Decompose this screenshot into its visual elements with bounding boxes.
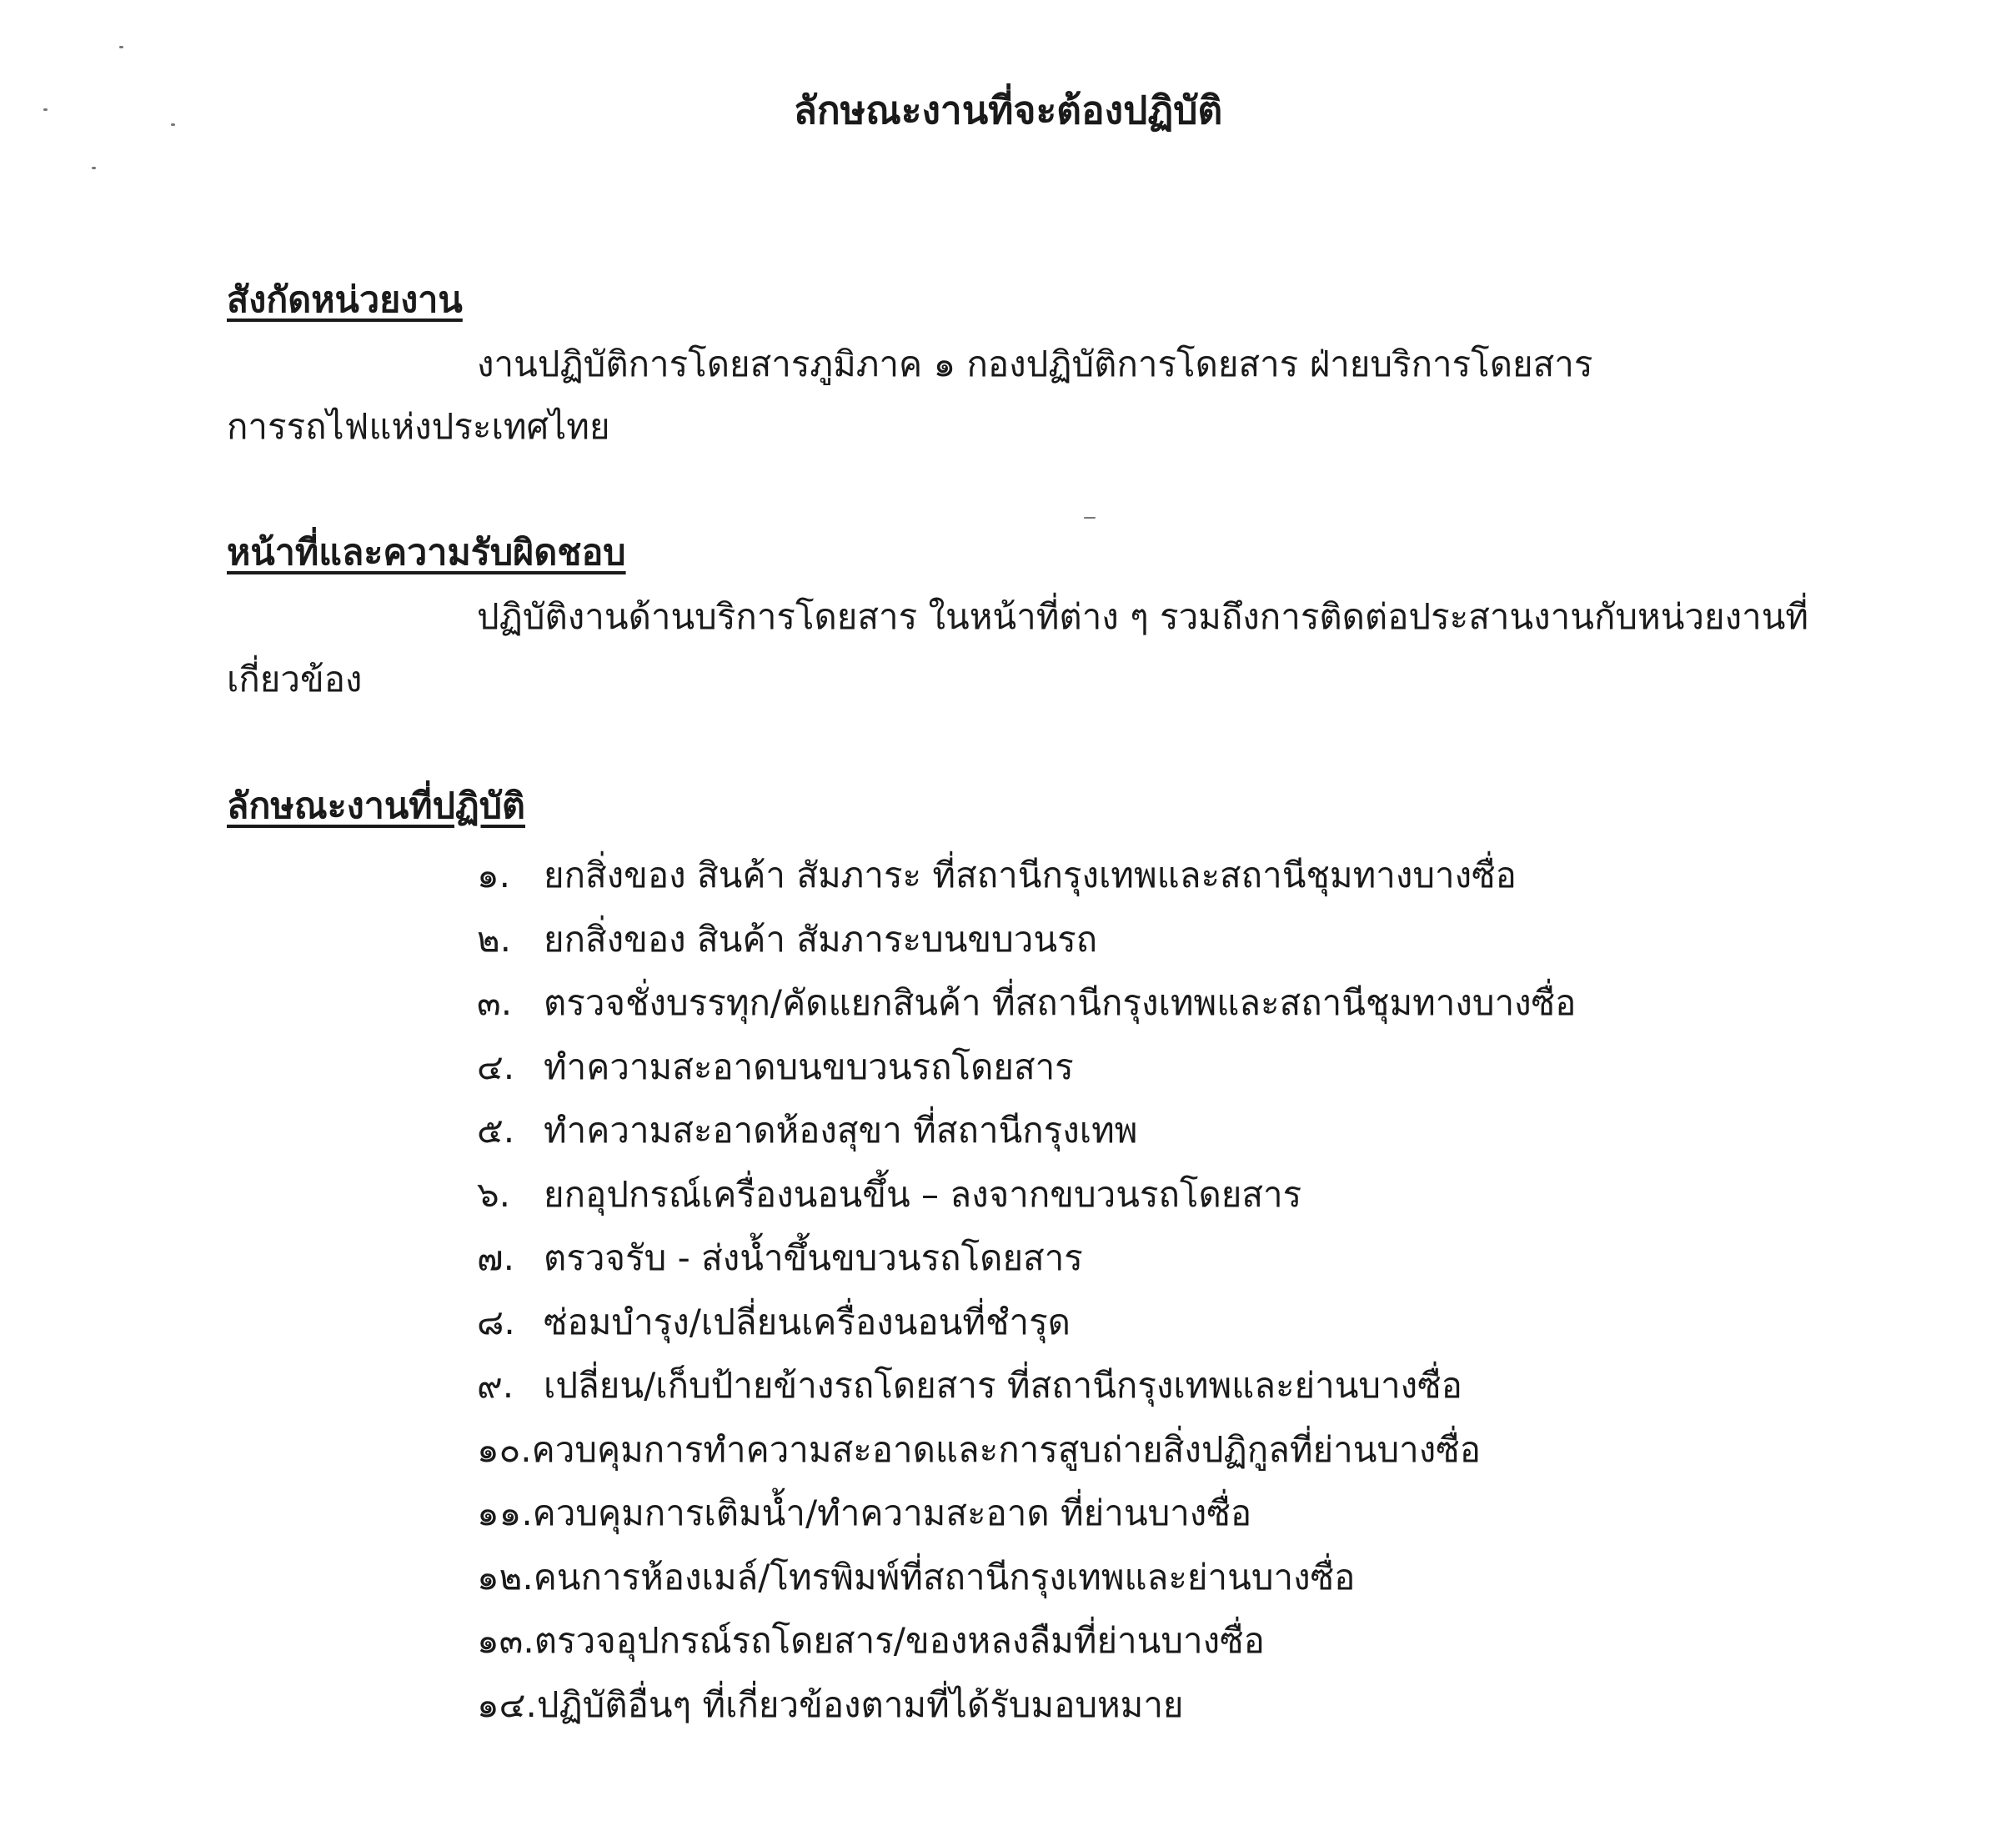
task-number: ๑๓. (477, 1620, 534, 1661)
task-item-1 (477, 844, 1576, 908)
task-text: ยกอุปกรณ์เครื่องนอนขึ้น – ลงจากขบวนรถโดยสาร (544, 1173, 1302, 1215)
task-item-6 (477, 1163, 1576, 1227)
duties-line-2: เกี่ยวข้อง (227, 659, 363, 700)
task-text: ควบคุมการเติมน้ำ/ทำความสะอาด ที่ย่านบางซื่อ (532, 1492, 1252, 1533)
task-number: ๘. (477, 1301, 515, 1342)
task-number: ๑๐. (477, 1428, 532, 1470)
scan-speck (92, 167, 96, 169)
task-number: ๓. (477, 982, 513, 1023)
task-text: ทำความสะอาดห้องสุขา ที่สถานีกรุงเทพ (544, 1110, 1138, 1151)
task-number: ๙. (477, 1365, 514, 1406)
task-text: คนการห้องเมล์/โทรพิมพ์ที่สถานีกรุงเทพและย่านบางซื่อ (533, 1556, 1356, 1598)
task-number: ๑. (477, 855, 511, 895)
task-number: ๖. (477, 1173, 511, 1215)
unit-line-1: งานปฏิบัติการโดยสารภูมิภาค ๑ กองปฏิบัติการโดยสาร ฝ่ายบริการโดยสาร (477, 344, 1593, 384)
task-item-2 (477, 908, 1576, 972)
unit-line-2: การรถไฟแห่งประเทศไทย (227, 406, 610, 447)
task-list (477, 844, 1576, 1737)
task-item-4 (477, 1036, 1576, 1100)
task-item-9 (477, 1354, 1576, 1418)
task-text: ควบคุมการทำความสะอาดและการสูบถ่ายสิ่งปฏิกูลที่ย่านบางซื่อ (531, 1428, 1481, 1470)
section-heading-tasks: ลักษณะงานที่ปฏิบัติ (227, 785, 525, 827)
task-number: ๑๑. (477, 1492, 533, 1533)
task-item-13 (477, 1609, 1576, 1673)
task-item-12 (477, 1546, 1576, 1610)
task-item-11 (477, 1482, 1576, 1546)
task-item-7 (477, 1226, 1576, 1291)
task-text: ยกสิ่งของ สินค้า สัมภาระบนขบวนรถ (544, 918, 1098, 960)
task-number: ๗. (477, 1237, 514, 1278)
document-title: ลักษณะงานที่จะต้องปฏิบัติ (793, 88, 1223, 133)
task-item-5 (477, 1099, 1576, 1163)
scan-speck (1084, 517, 1096, 519)
task-text: ตรวจชั่งบรรทุก/คัดแยกสินค้า ที่สถานีกรุงเทพและสถานีชุมทางบางซื่อ (544, 982, 1577, 1023)
task-number: ๕. (477, 1110, 515, 1151)
task-text: ซ่อมบำรุง/เปลี่ยนเครื่องนอนที่ชำรุด (544, 1301, 1071, 1342)
task-number: ๔. (477, 1046, 515, 1087)
duties-line-1: ปฏิบัติงานด้านบริการโดยสาร ในหน้าที่ต่าง ๆ รวมถึงการติดต่อประสานงานกับหน่วยงานที่ (477, 596, 1809, 637)
scan-speck (119, 46, 123, 48)
task-number: ๑๒. (477, 1556, 534, 1598)
task-item-14 (477, 1673, 1576, 1738)
task-item-8 (477, 1291, 1576, 1355)
task-number: ๑๔. (477, 1683, 537, 1725)
task-text: ทำความสะอาดบนขบวนรถโดยสาร (544, 1046, 1074, 1087)
section-heading-unit: สังกัดหน่วยงาน (227, 279, 463, 321)
section-heading-duties: หน้าที่และความรับผิดชอบ (227, 532, 626, 574)
task-item-10 (477, 1418, 1576, 1482)
task-text: เปลี่ยน/เก็บป้ายข้างรถโดยสาร ที่สถานีกรุงเทพและย่านบางซื่อ (544, 1365, 1462, 1406)
task-text: ยกสิ่งของ สินค้า สัมภาระ ที่สถานีกรุงเทพและสถานีชุมทางบางซื่อ (544, 855, 1517, 895)
task-text: ตรวจอุปกรณ์รถโดยสาร/ของหลงลืมที่ย่านบางซื่อ (534, 1620, 1265, 1661)
task-text: ปฏิบัติอื่นๆ ที่เกี่ยวข้องตามที่ได้รับมอบหมาย (536, 1683, 1184, 1725)
task-number: ๒. (477, 918, 512, 960)
task-item-3 (477, 971, 1576, 1036)
task-text: ตรวจรับ - ส่งน้ำขึ้นขบวนรถโดยสาร (544, 1237, 1083, 1278)
